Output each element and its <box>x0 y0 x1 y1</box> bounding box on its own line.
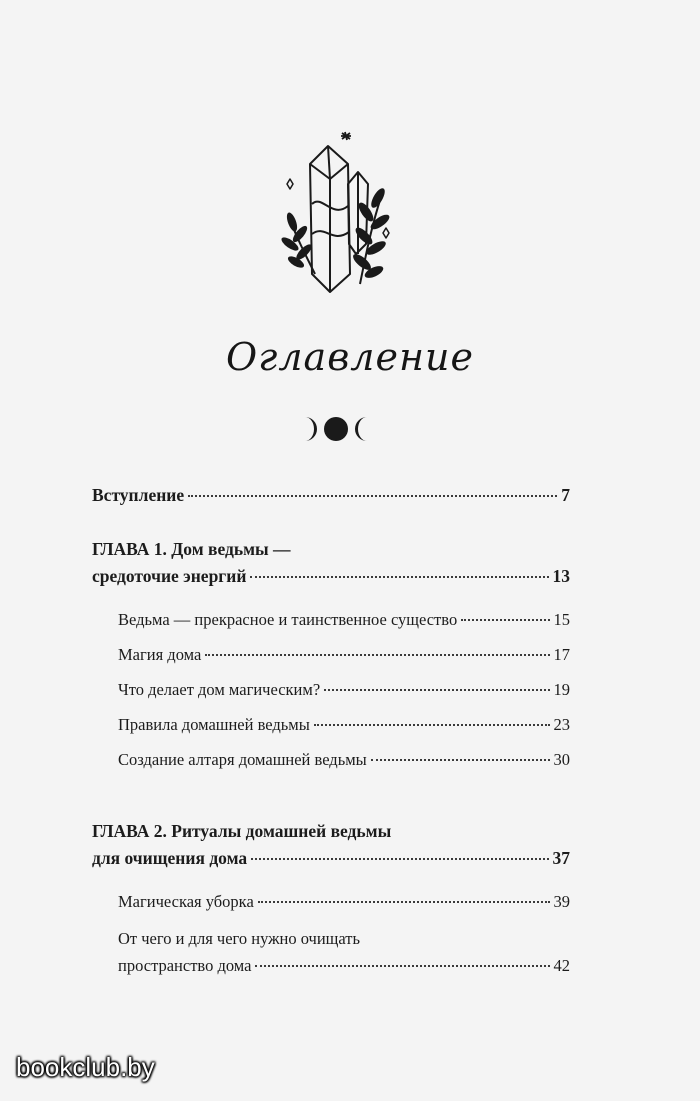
page-title: Оглавление <box>225 335 474 379</box>
toc-entry-intro[interactable]: Вступление 7 <box>92 485 570 505</box>
leader-dots <box>188 494 557 497</box>
leader-dots <box>205 653 549 656</box>
leader-dots <box>371 758 550 761</box>
leader-dots <box>251 857 548 860</box>
toc-entry[interactable]: Правила домашней ведьмы 23 <box>118 715 570 734</box>
leader-dots <box>324 688 549 691</box>
page-number: 23 <box>553 715 570 734</box>
toc-entry[interactable]: Ведьма — прекрасное и таинственное существо 15 <box>118 610 570 629</box>
leader-dots <box>461 618 549 621</box>
watermark: bookclub.by <box>16 1052 155 1082</box>
moon-phases-icon <box>291 414 381 444</box>
page-number: 30 <box>553 750 570 769</box>
leader-dots <box>250 575 548 578</box>
toc-entry[interactable]: Создание алтаря домашней ведьмы 30 <box>118 750 570 769</box>
page-number: 39 <box>553 892 570 911</box>
page-number: 19 <box>553 680 570 699</box>
leader-dots <box>258 900 550 903</box>
toc-chapter-1-heading: ГЛАВА 1. Дом ведьмы — <box>92 539 291 559</box>
toc-entry[interactable]: Что делает дом магическим? 19 <box>118 680 570 699</box>
page-number: 42 <box>553 956 570 975</box>
crystal-with-leaves-icon <box>270 124 400 304</box>
page-number: 7 <box>561 485 570 505</box>
toc-entry[interactable]: пространство дома 42 <box>118 956 570 975</box>
toc-entry-first-line: От чего и для чего нужно очищать <box>118 929 361 948</box>
page-number: 17 <box>553 645 570 664</box>
page-number: 15 <box>553 610 570 629</box>
toc-entry-chapter-1[interactable]: средоточие энергий 13 <box>92 566 570 586</box>
leader-dots <box>255 964 549 967</box>
leader-dots <box>314 723 550 726</box>
toc-chapter-2-heading: ГЛАВА 2. Ритуалы домашней ведьмы <box>92 821 392 841</box>
toc-entry-chapter-2[interactable]: для очищения дома 37 <box>92 848 570 868</box>
page-number: 37 <box>552 848 570 868</box>
page-number: 13 <box>552 566 570 586</box>
toc-entry[interactable]: Магическая уборка 39 <box>118 892 570 911</box>
toc-entry[interactable]: Магия дома 17 <box>118 645 570 664</box>
